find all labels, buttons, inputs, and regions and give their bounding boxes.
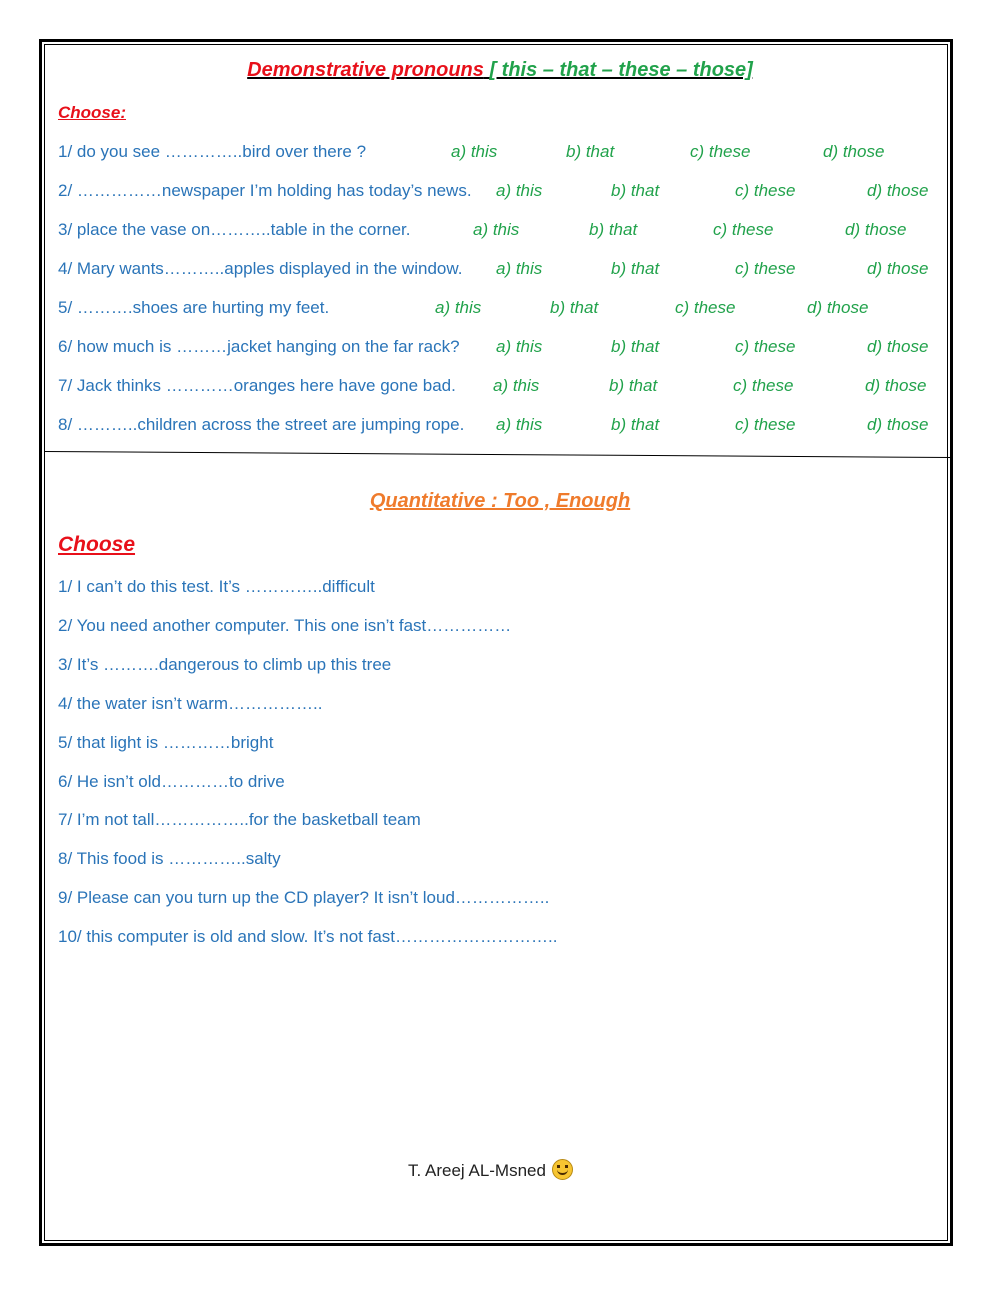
question-7-text: 7/ Jack thinks …………oranges here have gone bad. [58,376,456,395]
question-8-option-a[interactable]: a) this [496,415,543,434]
question-1-option-a[interactable]: a) this [451,142,498,161]
section1-title-options: [ this – that – these – those] [489,59,753,81]
question-8-option-d[interactable]: d) those [867,415,929,434]
section1-title-main: Demonstrative pronouns [247,59,484,81]
section1-title [0,59,1000,82]
quant-question-8: 8/ This food is …………..salty [58,849,281,868]
question-4-option-d[interactable]: d) those [867,259,929,278]
question-5-option-a[interactable]: a) this [435,298,482,317]
signature-text: T. Areej AL-Msned [408,1161,546,1180]
question-8-option-b[interactable]: b) that [611,415,660,434]
question-2-text: 2/ ……………newspaper I’m holding has today’s news. [58,181,472,200]
question-5-option-c[interactable]: c) these [675,298,736,317]
question-6-option-b[interactable]: b) that [611,337,660,356]
question-4-option-c[interactable]: c) these [735,259,796,278]
question-6-option-d[interactable]: d) those [867,337,929,356]
question-8-text: 8/ ………..children across the street are jumping rope. [58,415,465,434]
question-1-text: 1/ do you see …………..bird over there ? [58,142,367,161]
question-4-text: 4/ Mary wants………..apples displayed in the window. [58,259,463,278]
quant-question-3: 3/ It’s ……….dangerous to climb up this tree [58,655,392,674]
question-3-option-d[interactable]: d) those [845,220,907,239]
question-8-option-c[interactable]: c) these [735,415,796,434]
smiley-face-icon [552,1159,573,1180]
question-5-option-d[interactable]: d) those [807,298,869,317]
quant-question-1: 1/ I can’t do this test. It’s …………..difficult [58,577,375,596]
question-2-option-b[interactable]: b) that [611,181,660,200]
section1-choose-label: Choose: [58,103,126,122]
question-7-option-b[interactable]: b) that [609,376,658,395]
question-7-option-d[interactable]: d) those [865,376,927,395]
quant-question-10: 10/ this computer is old and slow. It’s not fast……………………….. [58,927,558,946]
question-4-option-b[interactable]: b) that [611,259,660,278]
question-6-option-a[interactable]: a) this [496,337,543,356]
teacher-signature [408,1161,573,1182]
question-3-option-c[interactable]: c) these [713,220,774,239]
question-1-option-b[interactable]: b) that [566,142,615,161]
quant-question-5: 5/ that light is …………bright [58,733,274,752]
question-7-option-c[interactable]: c) these [733,376,794,395]
question-4-option-a[interactable]: a) this [496,259,543,278]
section2-title: Quantitative : Too , Enough [369,490,631,512]
question-2-option-d[interactable]: d) those [867,181,929,200]
question-1-option-d[interactable]: d) those [823,142,885,161]
quant-question-6: 6/ He isn’t old…………to drive [58,772,285,791]
question-7-option-a[interactable]: a) this [493,376,540,395]
quant-question-9: 9/ Please can you turn up the CD player? It isn’t loud…………….. [58,888,550,907]
question-5-text: 5/ ……….shoes are hurting my feet. [58,298,330,317]
question-5-option-b[interactable]: b) that [550,298,599,317]
question-2-option-c[interactable]: c) these [735,181,796,200]
quant-question-2: 2/ You need another computer. This one isn’t fast…………… [58,616,512,635]
question-3-text: 3/ place the vase on………..table in the corner. [58,220,411,239]
question-3-option-a[interactable]: a) this [473,220,520,239]
section2-choose-label: Choose [58,533,136,556]
quant-question-7: 7/ I’m not tall……………..for the basketball team [58,810,421,829]
question-6-text: 6/ how much is ………jacket hanging on the far rack? [58,337,460,356]
question-2-option-a[interactable]: a) this [496,181,543,200]
quant-question-4: 4/ the water isn’t warm…………….. [58,694,323,713]
question-3-option-b[interactable]: b) that [589,220,638,239]
question-6-option-c[interactable]: c) these [735,337,796,356]
question-1-option-c[interactable]: c) these [690,142,751,161]
